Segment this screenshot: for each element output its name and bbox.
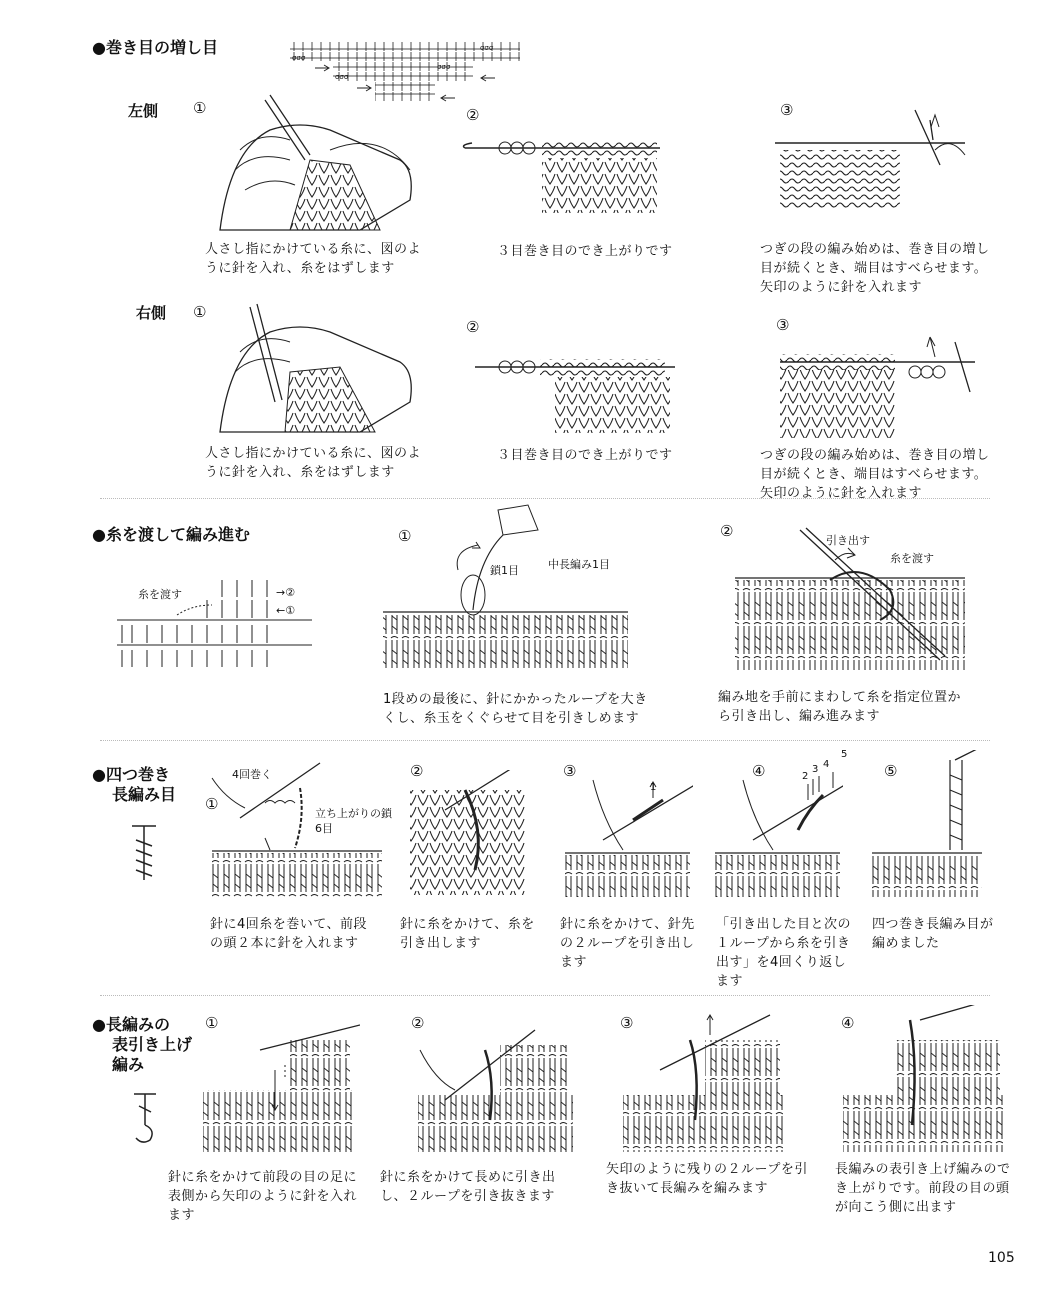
section-divider: [100, 740, 990, 741]
step-number: ①: [398, 527, 412, 545]
step-caption: ３目巻き目のでき上がりです: [497, 448, 673, 463]
step-number: ①: [193, 303, 207, 321]
label-loop-4: 4: [823, 759, 830, 770]
label-loop-3: 3: [812, 764, 819, 775]
front-post-dc-step1-illustration: [200, 1020, 360, 1155]
svg-text:σσσ: σσσ: [480, 44, 494, 52]
quadruple-treble-symbol: [128, 822, 160, 884]
page-number: 105: [988, 1250, 1015, 1266]
front-post-dc-symbol: [130, 1090, 160, 1145]
section-title-quadruple-treble-line1: ●四つ巻き: [92, 765, 170, 784]
step-caption: 針に糸をかけて前段の目の足に表側から矢印のように針を入れます: [168, 1170, 358, 1223]
step-caption: 人さし指にかけている糸に、図のように針を入れ、糸をはずします: [205, 242, 422, 276]
next-row-illustration-right: [775, 332, 985, 442]
step-number: ③: [563, 762, 577, 780]
chart-row-1-marker: ←①: [276, 604, 296, 617]
svg-text:σσσ: σσσ: [335, 73, 349, 81]
step-caption: つぎの段の編み始めは、巻き目の増し目が続くとき、端目はすべらせます。矢印のように針を入れます: [760, 242, 990, 295]
carry-yarn-step1-illustration: [378, 500, 638, 680]
hand-needle-illustration-right: [210, 292, 420, 442]
step-number: ②: [411, 1014, 425, 1032]
section-title-front-post-dc-line3: 編み: [112, 1055, 145, 1074]
quadruple-treble-step2-illustration: [405, 770, 530, 900]
front-post-dc-step3-illustration: [620, 1010, 790, 1155]
step-number: ④: [841, 1014, 855, 1032]
hand-needle-illustration-left: [210, 90, 420, 240]
step-caption: 長編みの表引き上げ編みのでき上がりです。前段の目の頭が向こう側に出ます: [835, 1162, 1011, 1215]
left-side-label: 左側: [128, 102, 159, 120]
quadruple-treble-step3-illustration: [563, 770, 693, 900]
section-title-front-post-dc-line2: 表引き上げ: [112, 1035, 193, 1054]
step-number: ③: [620, 1014, 634, 1032]
right-side-label: 右側: [136, 304, 167, 322]
step-number: ③: [776, 316, 790, 334]
front-post-dc-step4-illustration: [840, 1005, 1010, 1155]
front-post-dc-step2-illustration: [415, 1020, 580, 1155]
svg-text:σσσ: σσσ: [437, 63, 451, 71]
label-loop-5: 5: [841, 749, 848, 760]
label-turning-chain-6: 立ち上がりの鎖6目: [315, 807, 392, 835]
step-caption: 針に糸をかけて、糸を引き出します: [400, 917, 535, 951]
step-number: ①: [193, 99, 207, 117]
next-row-illustration-left: [765, 105, 975, 220]
quadruple-treble-step5-illustration: [870, 750, 995, 900]
step-number: ⑤: [884, 762, 898, 780]
step-caption: 針に糸をかけて、針先の２ループを引き出します: [560, 917, 695, 970]
label-loop-1: 1: [650, 782, 657, 793]
section-title-carry-yarn: ●糸を渡して編み進む: [92, 525, 250, 544]
step-caption: 「引き出した目と次の１ループから糸を引き出す」を4回くり返します: [716, 917, 852, 989]
section-divider: [100, 498, 990, 499]
step-caption: 人さし指にかけている糸に、図のように針を入れ、糸をはずします: [205, 446, 422, 480]
section-title-quadruple-treble-line2: 長編み目: [112, 785, 177, 804]
step-caption: 1段めの最後に、針にかかったループを大きくし、糸玉をくぐらせて目を引きしめます: [383, 692, 648, 726]
step-number: ②: [466, 106, 480, 124]
label-chain-1: 鎖1目: [490, 564, 519, 577]
chart-row-2-marker: →②: [276, 586, 296, 599]
step-caption: ３目巻き目のでき上がりです: [497, 244, 673, 259]
quadruple-treble-step4-illustration: [713, 770, 843, 900]
step-caption: 針に4回糸を巻いて、前段の頭２本に針を入れます: [210, 917, 368, 951]
step-number: ②: [410, 762, 424, 780]
step-number: ①: [205, 1014, 219, 1032]
svg-text:σσσ: σσσ: [292, 54, 306, 62]
label-loop-2: 2: [802, 771, 809, 782]
step-caption: 矢印のように残りの２ループを引き抜いて長編みを編みます: [606, 1162, 808, 1196]
label-carry-yarn: 糸を渡す: [890, 552, 934, 565]
section-title-front-post-dc-line1: ●長編みの: [92, 1015, 170, 1034]
step-number: ③: [780, 101, 794, 119]
label-wrap-4-times: 4回巻く: [232, 768, 272, 781]
section-title-cast-on-increase: ●巻き目の増し目: [92, 38, 218, 57]
step-number: ④: [752, 762, 766, 780]
label-hdc-1: 中長編み1目: [548, 558, 610, 571]
cast-on-complete-illustration-left: [460, 125, 670, 220]
step-caption: 針に糸をかけて長めに引き出し、２ループを引き抜きます: [380, 1170, 556, 1204]
step-caption: つぎの段の編み始めは、巻き目の増し目が続くとき、端目はすべらせます。矢印のように針を入れます: [760, 448, 990, 501]
section-divider: [100, 995, 990, 996]
step-caption: 編み地を手前にまわして糸を指定位置から引き出し、編み進みます: [718, 690, 962, 724]
label-pull-through: 引き出す: [826, 534, 870, 547]
chart-label-carry-yarn: 糸を渡す: [138, 588, 182, 601]
step-number: ①: [205, 795, 219, 813]
step-number: ②: [466, 318, 480, 336]
cast-on-complete-illustration-right: [470, 345, 680, 440]
step-caption: 四つ巻き長編み目が編めました: [872, 917, 994, 951]
step-number: ②: [720, 522, 734, 540]
